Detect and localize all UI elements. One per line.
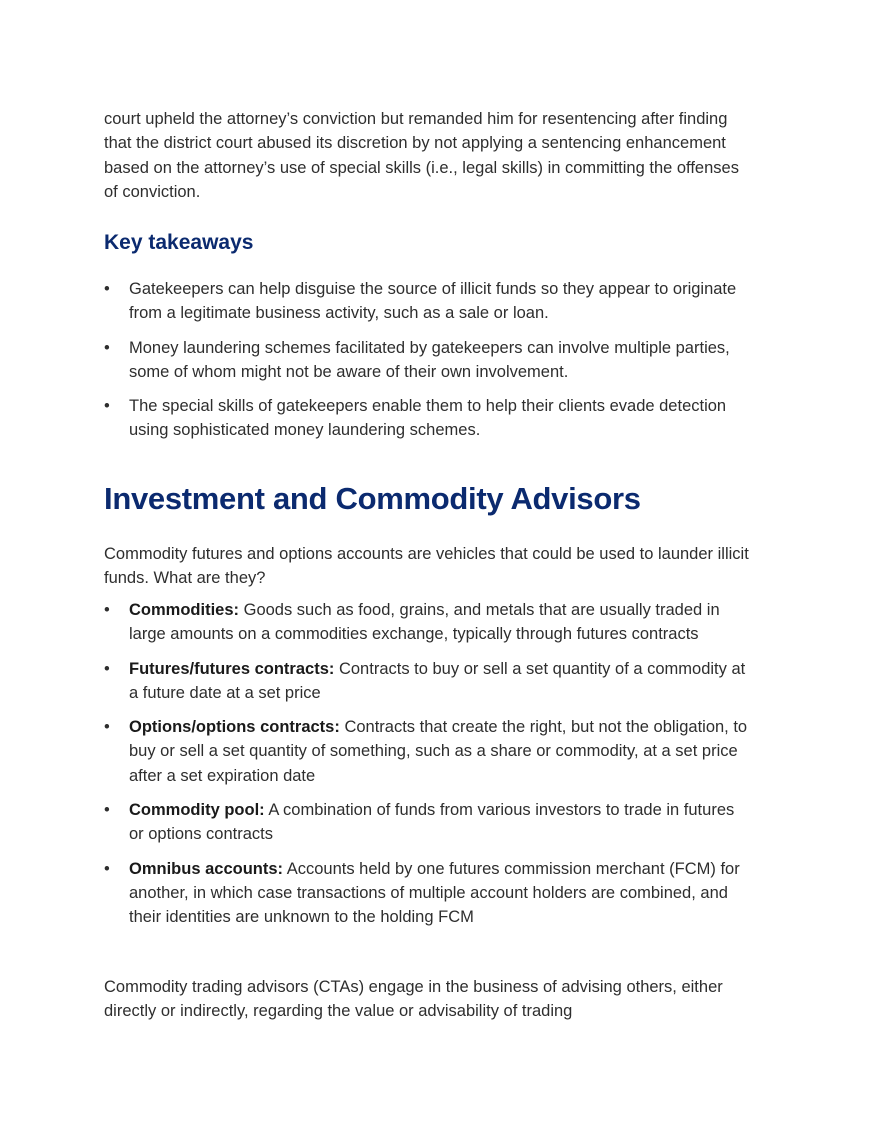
definition-text: A combination of funds from various investors to trade in futures or options contracts: [129, 801, 735, 844]
key-takeaways-heading: Key takeaways: [104, 231, 254, 254]
definition-text: Contracts that create the right, but not the obligation, to buy or sell a set quantity of something, such as a share or commodity, at a set price after a set expiration date: [129, 718, 748, 785]
definition-text: Contracts to buy or sell a set quantity of a commodity at a future date at a set price: [129, 659, 746, 702]
definition-item: [104, 598, 749, 647]
section-intro: Commodity futures and options accounts are vehicles that could be used to launder illicit funds. What are they?: [104, 545, 749, 588]
key-takeaways-list: [104, 277, 749, 443]
section-heading: Investment and Commodity Advisors: [104, 481, 641, 516]
definition-term: Commodities:: [129, 601, 240, 619]
definition-text: Goods such as food, grains, and metals that are usually traded in large amounts on a commodities exchange, typically through futures contracts: [129, 601, 720, 644]
definition-item: [104, 857, 749, 930]
intro-paragraph: court upheld the attorney’s conviction but remanded him for resentencing after finding that the district court abused its discretion by not applying a sentencing enhancement based on the attorney’s use of special skills (i.e., legal skills) in committing the offenses of conviction.: [104, 110, 739, 201]
definitions-list: [104, 598, 749, 930]
definition-term: Options/options contracts:: [129, 718, 340, 737]
definition-term: Omnibus accounts:: [129, 859, 284, 878]
closing-paragraph: Commodity trading advisors (CTAs) engage in the business of advising others, either directly or indirectly, regarding the value or advisability of trading: [104, 978, 723, 1021]
list-item: • Money laundering schemes facilitated by gatekeepers can involve multiple parties, some of whom might not be aware of their own involvement.: [104, 336, 749, 385]
definition-term: Futures/futures contracts:: [129, 659, 335, 678]
definition-item: [104, 798, 749, 847]
definition-term: Commodity pool:: [129, 801, 265, 820]
list-item: • The special skills of gatekeepers enable them to help their clients evade detection using sophisticated money laundering schemes.: [104, 394, 749, 443]
list-item: • Gatekeepers can help disguise the source of illicit funds so they appear to originate from a legitimate business activity, such as a sale or loan.: [104, 277, 749, 326]
definition-item: [104, 715, 749, 788]
definition-text: Accounts held by one futures commission merchant (FCM) for another, in which case transactions of multiple account holders are combined, and their identities are unknown to the holding FCM: [129, 859, 740, 927]
definition-item: [104, 657, 749, 706]
